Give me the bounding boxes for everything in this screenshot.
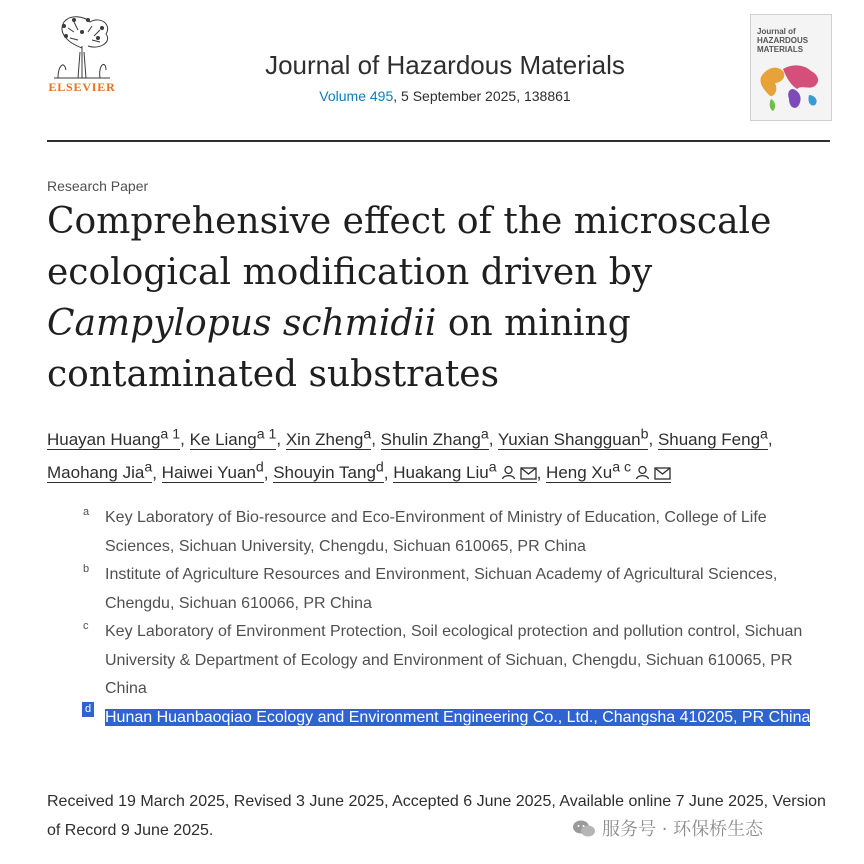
title-part-1: Comprehensive effect of the microscale ecological modification driven by: [47, 201, 772, 293]
affiliation-label: a: [83, 506, 90, 518]
author-link[interactable]: Huayan Huang: [47, 429, 161, 449]
affiliation-item: [80, 504, 820, 561]
wechat-icon: [572, 819, 596, 839]
author-affiliation-sup: a: [480, 426, 489, 442]
author-link[interactable]: Huakang Liu: [393, 463, 489, 483]
author-affiliation-sup: d: [375, 459, 384, 476]
author-affiliation-sup: a 1: [160, 426, 181, 442]
author-link[interactable]: Shuang Feng: [657, 429, 761, 449]
author-link[interactable]: Haiwei Yuan: [161, 463, 256, 483]
journal-meta: [180, 88, 710, 104]
elsevier-wordmark: ELSEVIER: [48, 80, 116, 94]
affiliation-label: b: [83, 563, 90, 575]
affiliation-text: Key Laboratory of Bio-resource and Eco-Environment of Ministry of Education, College of Life Sciences, Sichuan University, Chengdu, Sichuan 610065, PR China: [105, 509, 767, 555]
author-link[interactable]: Ke Liang: [189, 429, 257, 449]
author-link[interactable]: Yuxian Shangguan: [497, 429, 641, 449]
volume-link[interactable]: Volume 495: [319, 88, 394, 104]
affiliation-item: [80, 561, 820, 618]
author-entry[interactable]: [546, 459, 671, 483]
author-affiliation-sup: a: [488, 459, 497, 476]
author-entry[interactable]: [161, 459, 264, 483]
author-link[interactable]: Maohang Jia: [47, 463, 145, 483]
affiliation-text: Institute of Agriculture Resources and Environment, Sichuan Academy of Agricultural Sciences, Chengdu, Sichuan 610066, PR China: [105, 566, 778, 612]
affiliation-label: d: [82, 702, 94, 717]
author-affiliation-sup: d: [255, 459, 264, 476]
author-affiliation-sup: a: [760, 426, 768, 442]
affiliation-label: c: [83, 620, 89, 632]
author-link[interactable]: Shulin Zhang: [380, 429, 481, 449]
author-entry[interactable]: [497, 426, 649, 450]
cover-title: Journal of HAZARDOUS MATERIALS: [757, 27, 809, 54]
author-link[interactable]: Heng Xu: [546, 463, 613, 483]
wechat-watermark: [572, 815, 763, 841]
watermark-text: 服务号 · 环保桥生态: [602, 819, 764, 840]
author-entry[interactable]: [393, 459, 536, 483]
author-entry[interactable]: [657, 426, 768, 450]
author-entry[interactable]: [47, 426, 181, 450]
title-part-2: on mining contaminated substrates: [47, 303, 631, 395]
author-entry[interactable]: [189, 426, 277, 450]
affiliation-item: [80, 618, 820, 704]
cover-world-map-image: [757, 59, 825, 115]
article-type: Research Paper: [47, 178, 149, 194]
author-affiliation-sup: b: [640, 426, 649, 442]
author-link[interactable]: Xin Zheng: [285, 429, 364, 449]
issue-info: , 5 September 2025, 138861: [393, 88, 571, 104]
author-affiliation-sup: a 1: [256, 426, 277, 442]
title-species-italic: Campylopus schmidii: [47, 303, 437, 344]
header-divider: [47, 140, 830, 142]
journal-cover-thumbnail[interactable]: [750, 14, 832, 121]
email-icon[interactable]: [520, 460, 537, 489]
person-icon[interactable]: [501, 460, 516, 489]
author-affiliation-sup: a: [363, 426, 372, 442]
affiliation-item: [80, 704, 820, 733]
affiliations-list: [80, 504, 820, 732]
affiliation-text: Hunan Huanbaoqiao Ecology and Environment Engineering Co., Ltd., Changsha 410205, PR China: [105, 708, 811, 726]
email-icon[interactable]: [654, 460, 671, 489]
article-title: [47, 196, 837, 400]
article-dates: Received 19 March 2025, Revised 3 June 2025, Accepted 6 June 2025, Available online 7 June 2025, Version of Record 9 June 2025.: [47, 793, 826, 839]
author-affiliation-sup: a c: [612, 459, 632, 476]
affiliation-text: Key Laboratory of Environment Protection, Soil ecological protection and pollution control, Sichuan University & Department of Ecology and Environment of Sichuan, Chengdu, Sichuan 610065, PR China: [105, 623, 803, 697]
author-affiliation-sup: a: [144, 459, 153, 476]
journal-title[interactable]: Journal of Hazardous Materials: [265, 50, 625, 80]
author-link[interactable]: Shouyin Tang: [273, 463, 376, 483]
author-entry[interactable]: [380, 426, 489, 450]
person-icon[interactable]: [635, 460, 650, 489]
author-list: Huayan Huang$^{a 1}$, Ke Liang$^{a 1}$, Xin Zheng$^a$, Shulin Zhang$^a$, Yuxian Shangguan$^b$, Shuang Feng$^a$, Maohang Jia$^a$, Haiwei Yuan$^d$, Shouyin Tang$^d$, Huakang Liu$^a$ , Heng $Xu^{a c}$: [47, 420, 837, 489]
author-entry[interactable]: [285, 426, 372, 450]
author-entry[interactable]: [273, 459, 384, 483]
author-entry[interactable]: [47, 459, 153, 483]
